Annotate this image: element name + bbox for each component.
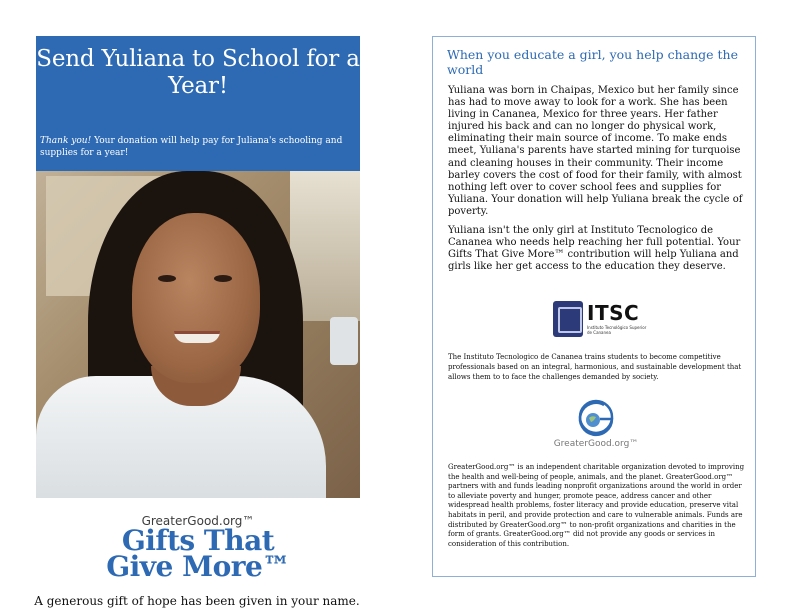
- thanks-note: [36, 131, 360, 171]
- panel-heading: When you educate a girl, you help change the world: [447, 47, 739, 77]
- gifts-that-give-more-logo: [36, 524, 360, 583]
- thanks-body: Your donation will help pay for Juliana's schooling and supplies for a year!: [40, 136, 343, 158]
- itsc-logo-text: ITSC: [587, 301, 640, 325]
- greatergood-description: GreaterGood.org™ is an independent charitable organization devoted to improving the health and well-being of people, animals, and the planet. GreaterGood.org™ partners with and funds leading nonprofit organizations around the world in order to alleviate poverty and hunger, promote peace, address cancer and other widespread health problems, foster literacy and provide education, preserve vital habitats in peril, and provide protection and care to vulnerable animals. Funds are distributed by GreaterGood.org™ to non-profit organizations and charities in the form of grants. GreaterGood.org™ did not provide any goods or services in consideration of this contribution.: [448, 463, 745, 548]
- page-title: Send Yuliana to School for a Year!: [36, 46, 360, 99]
- itsc-logo: [553, 301, 647, 337]
- photo-eye-right: [214, 275, 232, 282]
- photo-smile: [174, 331, 220, 343]
- photo-eye-left: [158, 275, 176, 282]
- greatergood-wordmark: GreaterGood.org™: [141, 514, 255, 528]
- story-paragraph-1: Yuliana was born in Chaipas, Mexico but her family since has had to move away to look for a work. She has been living in Cananea, Mexico for three years. Her father injured his back and can no longer do physical work, eliminating their main source of income. To make ends meet, Yuliana's parents have started mining for turquoise and cleaning houses in their community. Their income barley covers the cost of food for their family, with almost nothing left over to cover school fees and supplies for Yuliana. Your donation will help Yuliana break the cycle of poverty.: [448, 85, 743, 217]
- gifts-logo-line2: Give More™: [106, 550, 290, 583]
- itsc-logo-subtitle: Instituto Tecnológico Superior de Cananea: [587, 325, 647, 335]
- itsc-description: The Instituto Tecnologico de Cananea trains students to become competitive professionals based on an integral, harmonious, and sustainable development that allows them to to face the challenges demanded by society.: [448, 353, 742, 381]
- greatergood-logo-label: GreaterGood.org™: [553, 439, 639, 449]
- thanks-lead: Thank you!: [40, 136, 92, 146]
- photo-face: [132, 213, 260, 383]
- gifts-logo-line1: Gifts That: [121, 524, 275, 557]
- gift-tagline: A generous gift of hope has been given in your name.: [34, 594, 360, 608]
- story-text: [448, 85, 748, 280]
- title-banner: [36, 36, 360, 131]
- left-panel: [34, 36, 360, 608]
- right-panel: [432, 36, 756, 577]
- greatergood-logo: [551, 395, 641, 457]
- photo-background-drum: [330, 317, 358, 365]
- story-paragraph-2: Yuliana isn't the only girl at Instituto Tecnologico de Cananea who needs help reaching her full potential. Your Gifts That Give More™ contribution will help Yuliana and girls like her get access to the education they deserve.: [448, 225, 741, 273]
- itsc-emblem-icon: [553, 301, 583, 337]
- greatergood-globe-icon: [574, 395, 618, 439]
- student-photo: [36, 131, 360, 498]
